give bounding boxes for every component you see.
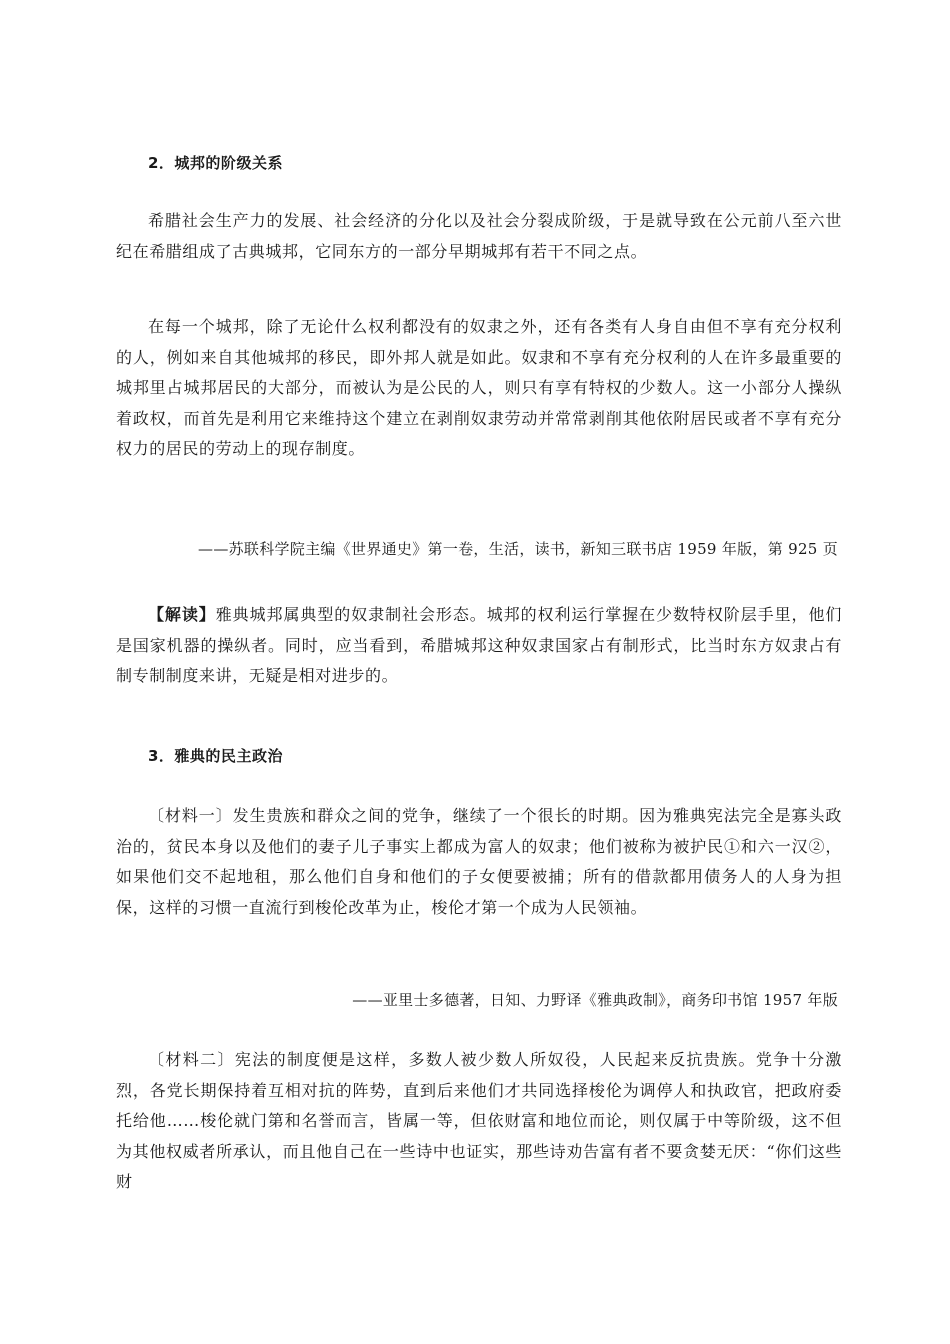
section-2-paragraph-1: 希腊社会生产力的发展、社会经济的分化以及社会分裂成阶级，于是就导致在公元前八至六世纪在希腊组成了古典城邦，它同东方的一部分早期城邦有若干不同之点。 [116,211,842,261]
section-2-paragraph-2: 在每一个城邦，除了无论什么权利都没有的奴隶之外，还有各类有人身自由但不享有充分权利的人，例如来自其他城邦的移民，即外邦人就是如此。奴隶和不享有充分权利的人在许多最重要的城邦里占城邦居民的大部分，而被认为是公民的人，则只有享有特权的少数人。这一小部分人操纵着政权，而首先是利用它来维持这个建立在剥削奴隶劳动并常常剥削其他依附居民或者不享有充分权力的居民的劳动上的现存制度。 [116,317,842,459]
section-3-title: 3．雅典的民主政治 [148,747,283,765]
reading-tag: 【解读】 [148,605,216,624]
section-2-citation: ——苏联科学院主编《世界通史》第一卷，生活，读书，新知三联书店 1959 年版，第 925 页 [198,540,838,558]
section-3-material-1: 〔材料一〕发生贵族和群众之间的党争，继续了一个很长的时期。因为雅典宪法完全是寡头政治的，贫民本身以及他们的妻子儿子事实上都成为富人的奴隶；他们被称为被护民①和六一汉②，如果他们交不起地租，那么他们自身和他们的子女便要被捕；所有的借款都用债务人的人身为担保，这样的习惯一直流行到梭伦改革为止，梭伦才第一个成为人民领袖。 [116,806,842,917]
section-2-title: 2．城邦的阶级关系 [148,154,283,172]
section-3-citation: ——亚里士多德著，日知、力野译《雅典政制》，商务印书馆 1957 年版 [352,991,838,1009]
section-2-reading [116,600,842,692]
reading-text: 雅典城邦属典型的奴隶制社会形态。城邦的权利运行掌握在少数特权阶层手里，他们是国家机器的操纵者。同时，应当看到，希腊城邦这种奴隶国家占有制形式，比当时东方奴隶占有制专制制度来讲，无疑是相对进步的。 [116,605,843,686]
section-3-material-2: 〔材料二〕宪法的制度便是这样，多数人被少数人所奴役，人民起来反抗贵族。党争十分激烈，各党长期保持着互相对抗的阵势，直到后来他们才共同选择梭伦为调停人和执政官，把政府委托给他……梭伦就门第和名誉而言，皆属一等，但依财富和地位而论，则仅属于中等阶级，这不但为其他权威者所承认，而且他自己在一些诗中也证实，那些诗劝告富有者不要贪婪无厌：“你们这些财 [116,1050,842,1192]
